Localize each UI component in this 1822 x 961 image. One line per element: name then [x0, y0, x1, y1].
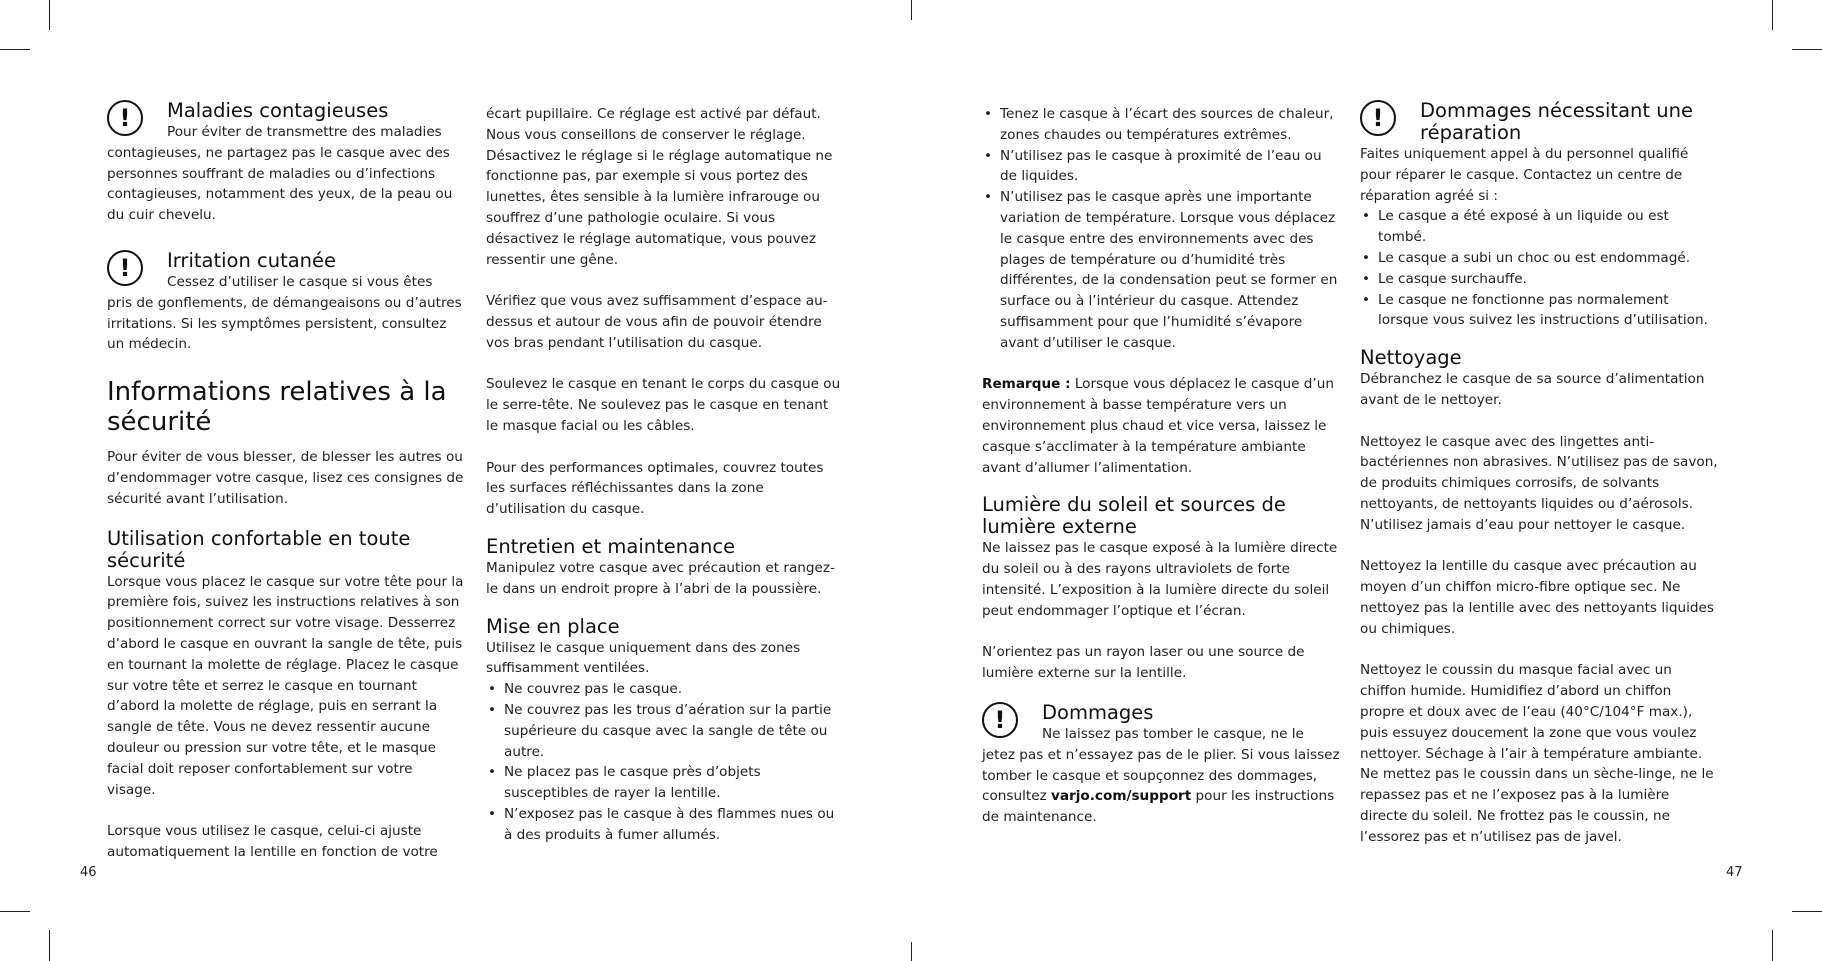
paragraph: Lorsque vous utilisez le casque, celui-ci ajuste automatiquement la lentille en fonction de votre: [107, 823, 438, 860]
crop-mark: [1772, 930, 1773, 961]
paragraph: Lorsque vous placez le casque sur votre tête pour la première fois, suivez les instructions relatives à son positionnement correct sur votre visage. Desserrez d’abord le casque en ouvrant la sangle de tête, puis en tournant la molette de réglage. Placez le casque sur votre tête et serrez le casque en tournant d’abord la molette de réglage, puis en serrant la sangle de tête. Vous ne devez ressentir aucune douleur ou pression sur votre tête, et le masque facial doit reposer confortablement sur votre visage.: [107, 573, 464, 798]
list-item: • N’utilisez pas le casque à proximité de l’eau ou de liquides.: [982, 146, 1340, 188]
warning-text: contagieuses, ne partagez pas le casque avec des personnes souffrant de maladies ou d’infections contagieuses, notamment des yeux, de la peau ou du cuir chevelu.: [107, 144, 453, 224]
crop-mark: [911, 0, 912, 20]
crop-mark: [1792, 911, 1822, 912]
paragraph: écart pupillaire. Ce réglage est activé par défaut. Nous vous conseillons de conserver le réglage. Désactivez le réglage si le réglage automatique ne fonctionne pas, par exemple si vous portez des lunettes, êtes sensible à la lumière infrarouge ou souffrez d’une pathologie oculaire. Si vous désactivez le réglage automatique, vous pouvez ressentir une gêne.: [486, 106, 833, 268]
exclamation-icon: !: [107, 250, 143, 286]
subheading-sunlight: Lumière du soleil et sources de lumière externe: [982, 493, 1286, 539]
column-3: [982, 104, 1340, 828]
warning-damage: [982, 702, 1340, 828]
warning-title: Maladies contagieuses: [167, 99, 389, 122]
paragraph: Soulevez le casque en tenant le corps du casque ou le serre-tête. Ne soulevez pas le casque en tenant le masque facial ou les câbles.: [486, 376, 841, 434]
list-item: • N’utilisez pas le casque après une importante variation de température. Lorsque vous déplacez le casque entre des environnements avec des plages de température ou d’humidité très différentes, de la condensation peut se former en surface ou à l’intérieur du casque. Attendez suffisamment pour que l’humidité s’évapore avant d’utiliser le casque.: [982, 187, 1340, 353]
warning-text-first: Ne laissez pas tomber le casque, ne le: [1042, 725, 1304, 742]
list-item: • Le casque surchauffe.: [1360, 269, 1718, 290]
subheading-cleaning: Nettoyage: [1360, 346, 1462, 370]
setup-list: [486, 679, 844, 845]
warning-contagious: [107, 100, 465, 226]
warning-text-part: pour les instructions de maintenance.: [982, 788, 1335, 826]
crop-mark: [911, 942, 912, 961]
paragraph: Nettoyez la lentille du casque avec précaution au moyen d’un chiffon micro-fibre optique sec. Ne nettoyez pas la lentille avec des nettoyants liquides ou chimiques.: [1360, 558, 1714, 637]
warning-text-first: Cessez d’utiliser le casque si vous êtes: [167, 273, 433, 290]
paragraph: Pour des performances optimales, couvrez toutes les surfaces réfléchissantes dans la zone d’utilisation du casque.: [486, 459, 824, 518]
column-4: [1360, 100, 1718, 848]
exclamation-icon: !: [1360, 100, 1396, 136]
note-text: Lorsque vous déplacez le casque d’un environnement à basse température vers un environnement plus chaud et vice versa, laissez le casque s’acclimater à la température ambiante avant d’allumer l’alimentation.: [982, 376, 1334, 476]
warning-text: pris de gonflements, de démangeaisons ou d’autres irritations. Si les symptômes persistent, consultez un médecin.: [107, 294, 462, 353]
warning-title: Irritation cutanée: [167, 248, 337, 272]
warning-title: Dommages nécessitant une réparation: [1420, 99, 1693, 144]
warning-repair: [1360, 100, 1718, 144]
paragraph: Nettoyez le casque avec des lingettes anti-bactériennes non abrasives. N’utilisez pas de savon, de produits chimiques corrosifs, de solvants nettoyants, de nettoyants liquides ou d’aérosols. N’utilisez jamais d’eau pour nettoyer le casque.: [1360, 433, 1718, 533]
list-item: • Le casque a subi un choc ou est endommagé.: [1360, 248, 1718, 269]
crop-mark: [0, 911, 30, 912]
list-item: • Le casque a été exposé à un liquide ou est tombé.: [1360, 206, 1718, 248]
list-item: • Ne placez pas le casque près d’objets susceptibles de rayer la lentille.: [486, 762, 844, 804]
list-item: • Ne couvrez pas les trous d’aération sur la partie supérieure du casque avec la sangle de tête ou autre.: [486, 700, 844, 762]
warning-text-part: jetez pas et n’essayez pas de le plier. Si vous laissez tomber le casque et soupçonnez des dommages, consultez: [982, 746, 1340, 805]
paragraph: Ne laissez pas le casque exposé à la lumière directe du soleil ou à des rayons ultraviolets de forte intensité. L’exposition à la lumière directe du soleil peut endommager l’optique et l’écran.: [982, 540, 1338, 619]
warning-skin: [107, 250, 465, 355]
exclamation-icon: !: [107, 100, 143, 136]
column-2: [486, 104, 844, 846]
paragraph: Utilisez le casque uniquement dans des zones suffisamment ventilées.: [486, 639, 801, 677]
support-link[interactable]: varjo.com/support: [1051, 788, 1192, 805]
heat-list: [982, 104, 1340, 354]
crop-mark: [49, 930, 50, 961]
paragraph: Pour éviter de vous blesser, de blesser les autres ou d’endommager votre casque, lisez ces consignes de sécurité avant l’utilisation.: [107, 449, 464, 507]
subheading-setup: Mise en place: [486, 614, 620, 638]
crop-mark: [1772, 0, 1773, 30]
column-1: [107, 100, 465, 863]
list-item: • Ne couvrez pas le casque.: [486, 679, 844, 700]
crop-mark: [49, 0, 50, 30]
warning-text: [982, 745, 1340, 828]
paragraph: Vérifiez que vous avez suffisamment d’espace au-dessus et autour de vous afin de pouvoir étendre vos bras pendant l’utilisation du casque.: [486, 293, 828, 351]
subheading-comfort: Utilisation confortable en toute sécurité: [107, 526, 411, 572]
note-label: Remarque :: [982, 376, 1071, 393]
subheading-maintenance: Entretien et maintenance: [486, 534, 736, 558]
section-heading-safety: Informations relatives à la sécurité: [107, 377, 447, 438]
note: [982, 374, 1340, 478]
crop-mark: [0, 49, 30, 50]
paragraph: Débranchez le casque de sa source d’alimentation avant de le nettoyer.: [1360, 371, 1705, 408]
page-number-left: 46: [80, 865, 97, 880]
warning-title: Dommages: [1042, 700, 1154, 724]
list-item: • Le casque ne fonctionne pas normalement lorsque vous suivez les instructions d’utilisation.: [1360, 290, 1718, 332]
repair-list: [1360, 206, 1718, 331]
list-item: • Tenez le casque à l’écart des sources de chaleur, zones chaudes ou températures extrêmes.: [982, 104, 1340, 146]
page-number-right: 47: [1726, 865, 1743, 880]
exclamation-icon: !: [982, 702, 1018, 738]
list-item: • N’exposez pas le casque à des flammes nues ou à des produits à fumer allumés.: [486, 804, 844, 846]
paragraph: Manipulez votre casque avec précaution et rangez-le dans un endroit propre à l’abri de la poussière.: [486, 559, 835, 597]
paragraph: Nettoyez le coussin du masque facial avec un chiffon humide. Humidifiez d’abord un chiffon propre et doux avec de l’eau (40°C/104°F max.), puis essuyez doucement la zone que vous voulez nettoyer. Séchage à l’air à température ambiante. Ne mettez pas le coussin dans un sèche-linge, ne le repassez pas et ne l’exposez pas à la lumière directe du soleil. Ne frottez pas le coussin, ne l’essorez pas et n’utilisez pas de javel.: [1360, 662, 1714, 845]
warning-text-first: Pour éviter de transmettre des maladies: [167, 124, 442, 140]
crop-mark: [1792, 49, 1822, 50]
paragraph: N’orientez pas un rayon laser ou une source de lumière externe sur la lentille.: [982, 644, 1305, 682]
paragraph: Faites uniquement appel à du personnel qualifié pour réparer le casque. Contactez un centre de réparation agréé si :: [1360, 146, 1689, 204]
